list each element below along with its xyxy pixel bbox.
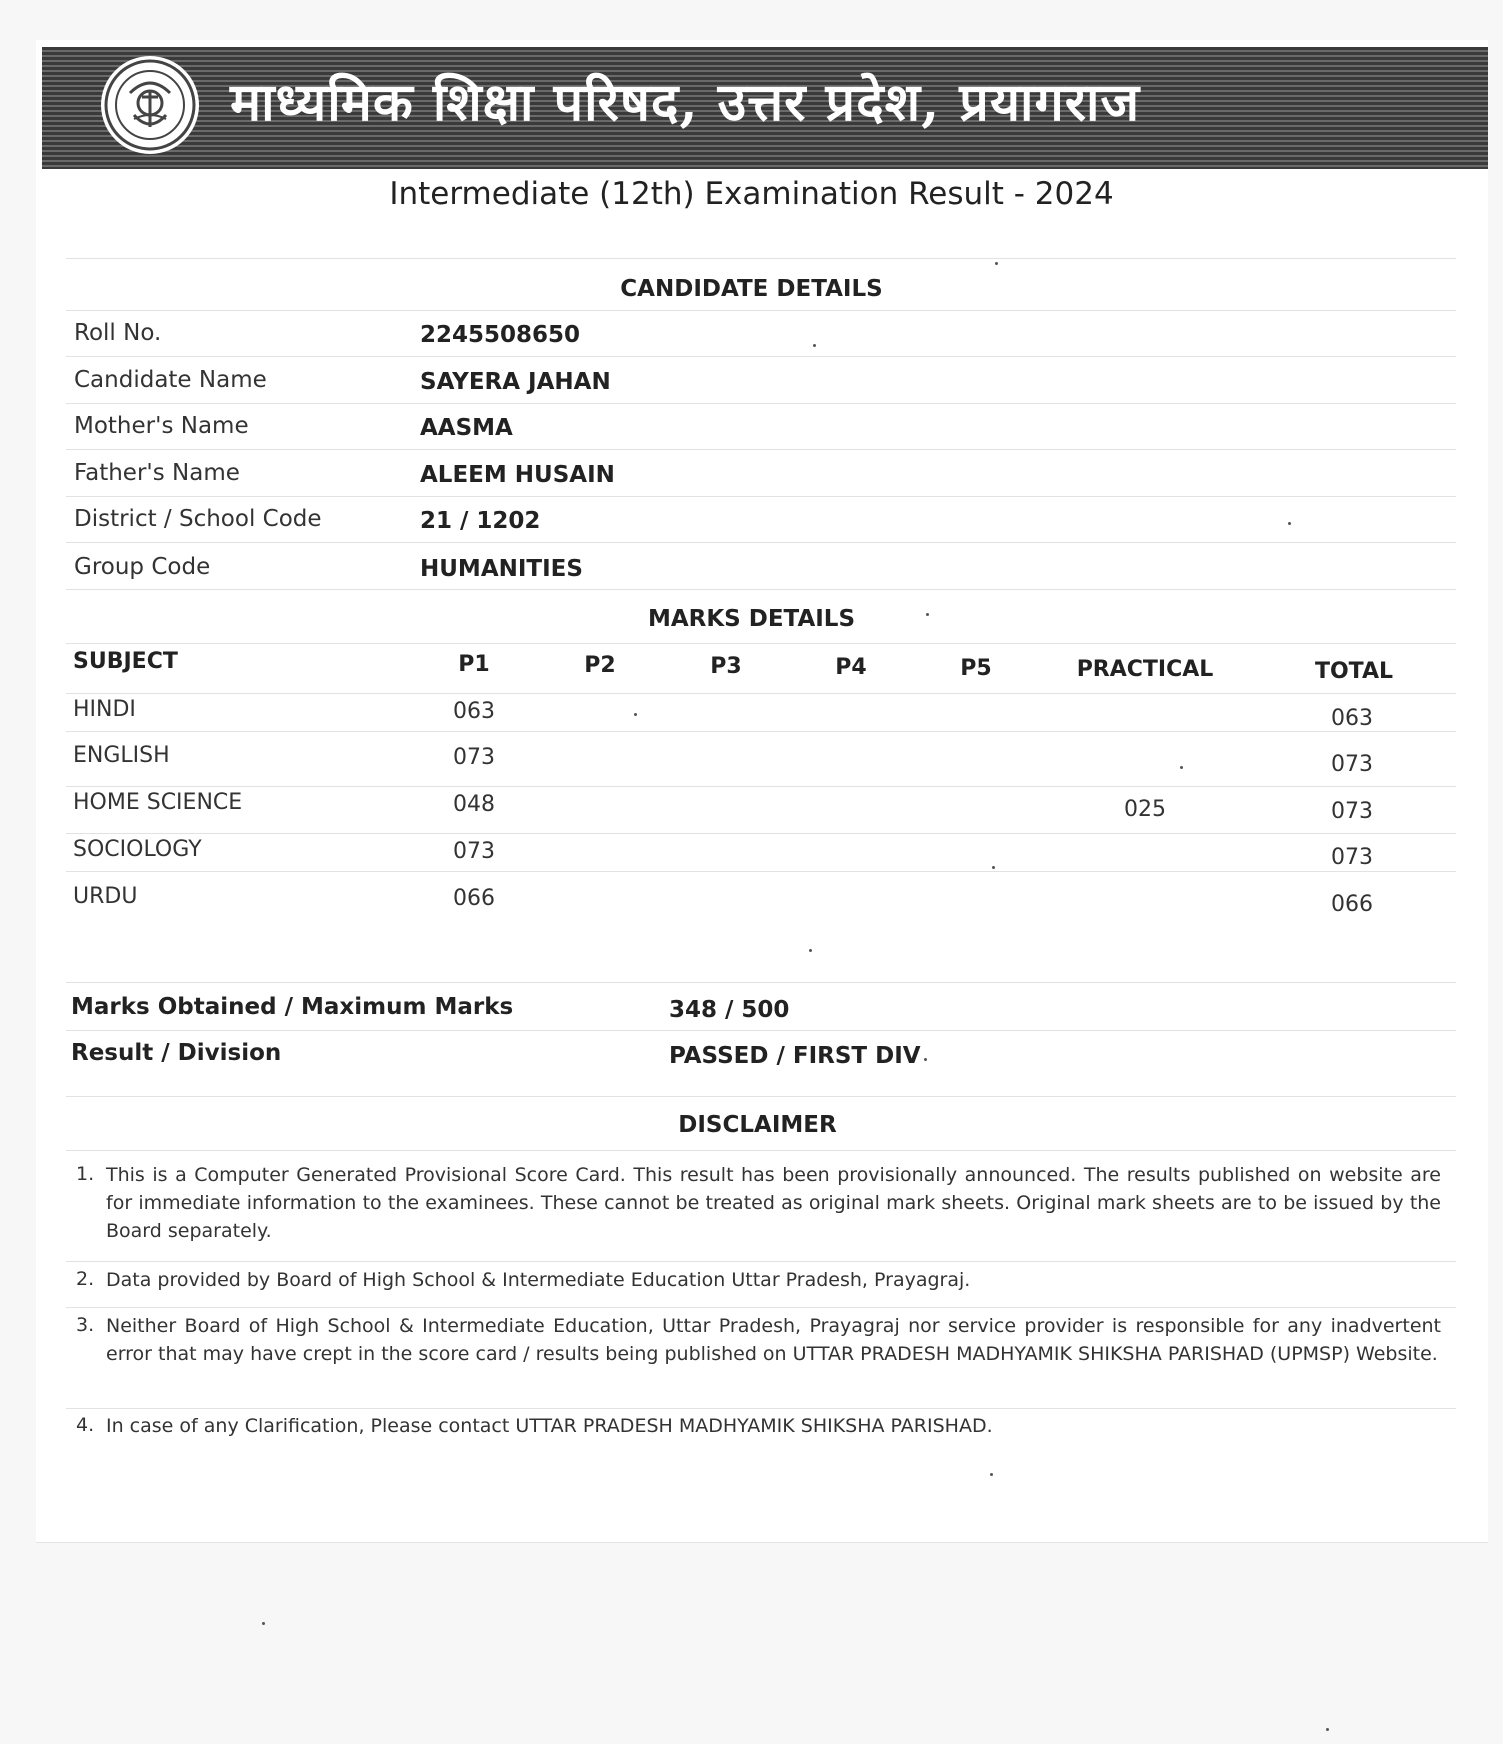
scan-speck — [809, 949, 812, 952]
candidate-name-value: SAYERA JAHAN — [420, 369, 611, 395]
scan-speck — [1288, 522, 1291, 525]
disclaimer-title: DISCLAIMER — [678, 1112, 837, 1138]
scan-speck — [990, 1473, 993, 1476]
scan-speck — [1326, 1728, 1329, 1731]
divider — [66, 496, 1456, 497]
col-header-total: TOTAL — [1314, 659, 1394, 684]
col-header-subject: SUBJECT — [73, 649, 178, 674]
disclaimer-item-number: 2. — [76, 1268, 95, 1290]
scan-speck — [1180, 766, 1183, 769]
result-division-value: PASSED / FIRST DIV — [669, 1043, 921, 1069]
total-cell: 063 — [1331, 706, 1373, 731]
p1-cell: 048 — [453, 792, 495, 817]
district-school-code-value: 21 / 1202 — [420, 508, 541, 534]
scan-speck — [262, 1622, 265, 1625]
board-header — [42, 47, 1488, 169]
board-emblem-icon — [98, 53, 202, 157]
divider — [66, 542, 1456, 543]
group-code-value: HUMANITIES — [420, 556, 583, 582]
scan-speck — [926, 613, 929, 616]
roll-no-value: 2245508650 — [420, 322, 581, 348]
col-header-p2: P2 — [584, 653, 616, 678]
disclaimer-item-text: This is a Computer Generated Provisional Score Card. This result has been provisionally announced. The results published on website are for immediate information to the examinees. These cannot be treated as original mark sheets. Original mark sheets are to be issued by the Board separately. — [106, 1164, 1441, 1242]
subject-cell: URDU — [73, 884, 138, 909]
mothers-name-label: Mother's Name — [74, 413, 249, 439]
p1-cell: 073 — [453, 839, 495, 864]
divider — [66, 982, 1456, 983]
col-header-practical: PRACTICAL — [1076, 657, 1214, 682]
scan-speck — [992, 866, 995, 869]
col-header-p3: P3 — [710, 654, 742, 679]
divider — [66, 589, 1456, 590]
divider — [66, 1408, 1456, 1409]
roll-no-label: Roll No. — [74, 320, 162, 346]
divider — [66, 833, 1456, 834]
subject-cell: HOME SCIENCE — [73, 790, 243, 815]
divider — [66, 1096, 1456, 1097]
board-title: माध्यमिक शिक्षा परिषद, उत्तर प्रदेश, प्रयागराज — [230, 72, 1141, 133]
district-school-code-label: District / School Code — [74, 506, 322, 532]
divider — [66, 1307, 1456, 1308]
marks-obtained-label: Marks Obtained / Maximum Marks — [71, 994, 514, 1020]
divider — [66, 449, 1456, 450]
disclaimer-item-number: 4. — [76, 1414, 95, 1436]
disclaimer-item-text: Data provided by Board of High School & Intermediate Education Uttar Pradesh, Prayagraj. — [106, 1269, 971, 1291]
col-header-p1: P1 — [458, 652, 490, 677]
disclaimer-item-number: 3. — [76, 1314, 95, 1336]
candidate-details-title: CANDIDATE DETAILS — [620, 276, 883, 302]
marks-details-title: MARKS DETAILS — [647, 606, 856, 632]
total-cell: 066 — [1331, 892, 1373, 917]
divider — [66, 258, 1456, 259]
subject-cell: ENGLISH — [73, 743, 170, 768]
divider — [66, 731, 1456, 732]
group-code-label: Group Code — [74, 554, 211, 580]
practical-cell: 025 — [1124, 797, 1166, 822]
subject-cell: HINDI — [73, 697, 136, 722]
divider — [66, 871, 1456, 872]
subject-cell: SOCIOLOGY — [73, 837, 202, 862]
p1-cell: 066 — [453, 886, 495, 911]
col-header-p5: P5 — [960, 656, 992, 681]
divider — [66, 786, 1456, 787]
divider — [66, 1030, 1456, 1031]
fathers-name-value: ALEEM HUSAIN — [420, 462, 615, 488]
disclaimer-item-text: Neither Board of High School & Intermediate Education, Uttar Pradesh, Prayagraj nor service provider is responsible for any inadvertent error that may have crept in the score card / results being published on UTTAR PRADESH MADHYAMIK SHIKSHA PARISHAD (UPMSP) Website. — [106, 1315, 1441, 1365]
result-division-label: Result / Division — [71, 1040, 282, 1066]
divider — [66, 1150, 1456, 1151]
divider — [66, 643, 1456, 644]
disclaimer-item-text: In case of any Clarification, Please contact UTTAR PRADESH MADHYAMIK SHIKSHA PARISHAD. — [106, 1415, 993, 1437]
p1-cell: 073 — [453, 745, 495, 770]
scan-speck — [995, 262, 998, 265]
disclaimer-item-number: 1. — [76, 1163, 95, 1185]
fathers-name-label: Father's Name — [74, 460, 240, 486]
divider — [66, 693, 1456, 694]
total-cell: 073 — [1331, 799, 1373, 824]
p1-cell: 063 — [453, 699, 495, 724]
scan-speck — [924, 1058, 927, 1061]
marks-obtained-value: 348 / 500 — [669, 997, 790, 1023]
scan-speck — [634, 713, 637, 716]
total-cell: 073 — [1331, 752, 1373, 777]
exam-title: Intermediate (12th) Examination Result - 2024 — [389, 176, 1114, 212]
divider — [66, 403, 1456, 404]
divider — [66, 356, 1456, 357]
candidate-name-label: Candidate Name — [74, 367, 267, 393]
total-cell: 073 — [1331, 845, 1373, 870]
col-header-p4: P4 — [835, 655, 867, 680]
scan-speck — [813, 344, 816, 347]
divider — [66, 310, 1456, 311]
mothers-name-value: AASMA — [420, 415, 513, 441]
divider — [66, 1261, 1456, 1262]
